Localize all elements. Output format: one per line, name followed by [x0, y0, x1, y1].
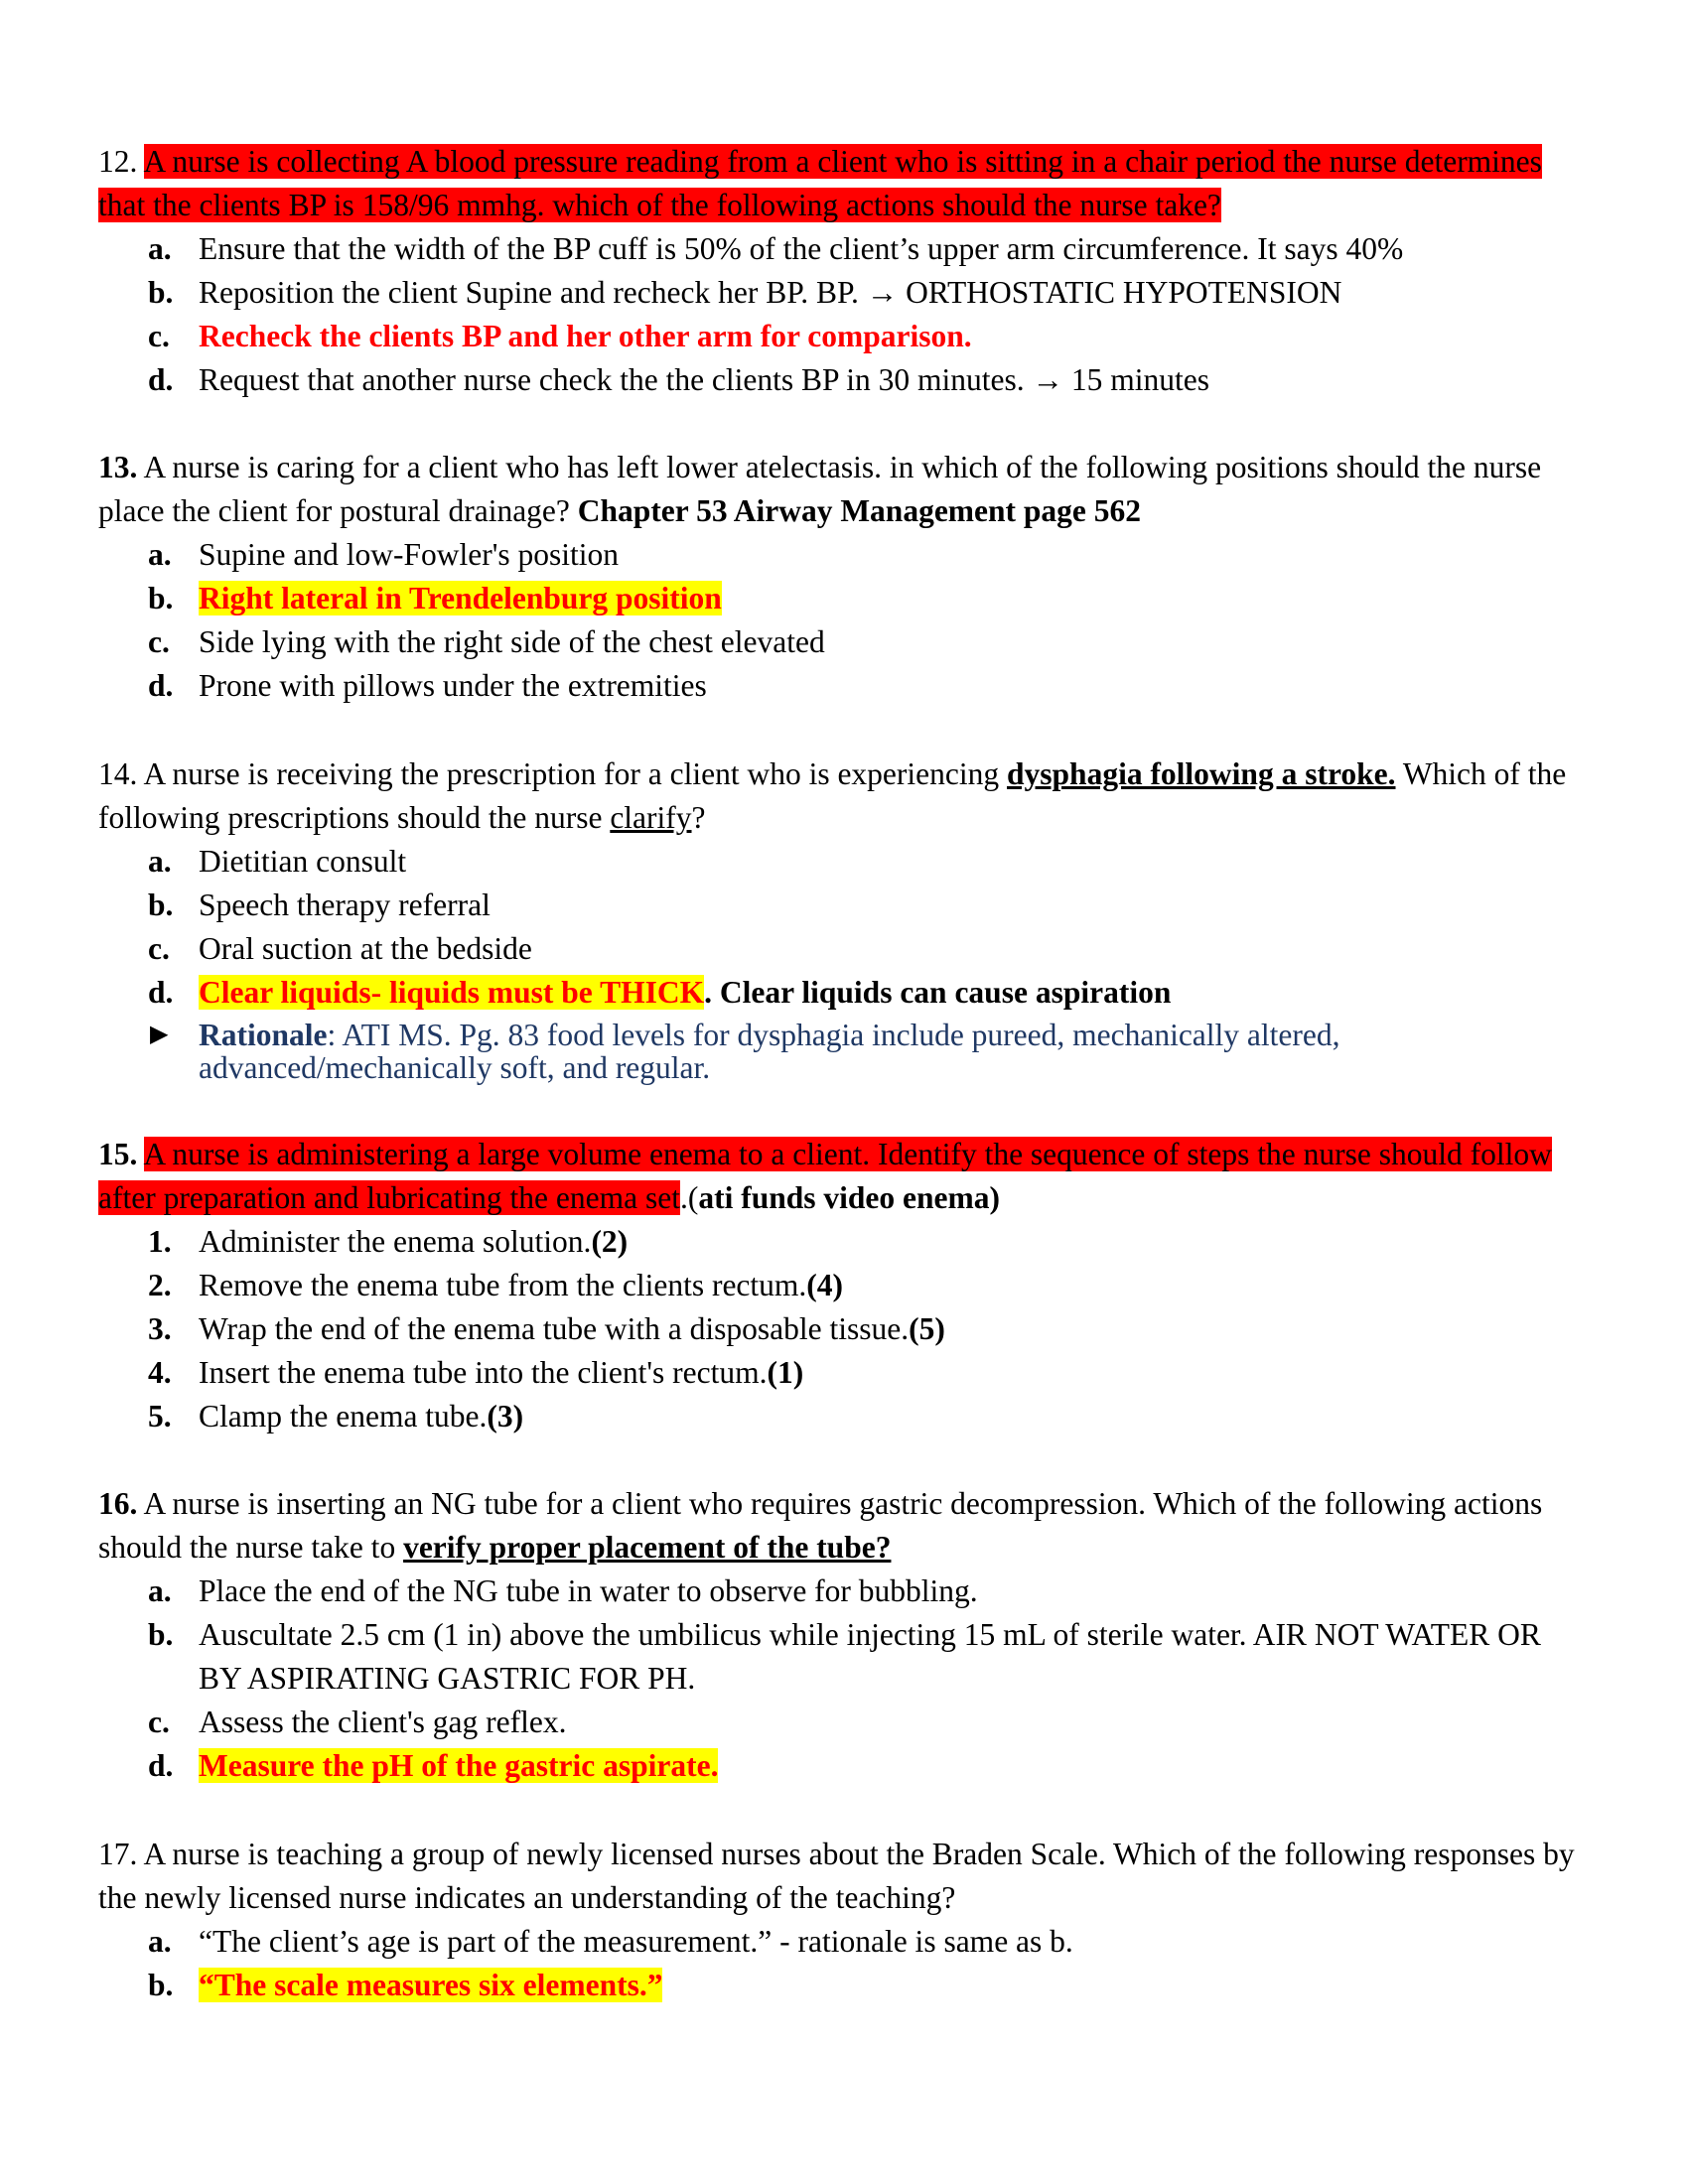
step-4	[98, 1351, 1588, 1395]
rationale	[98, 1015, 1588, 1084]
rationale-label: Rationale	[199, 1018, 328, 1052]
option-c	[98, 620, 1588, 664]
step-number: 3.	[148, 1311, 172, 1346]
option-letter: c.	[148, 319, 170, 353]
option-note: . Clear liquids can cause aspiration	[704, 975, 1172, 1010]
question-number: 16.	[98, 1486, 138, 1521]
question-15-stem-text: A nurse is administering a large volume enema to a client. Identify the sequence of steps the nurse should follow after preparation and lubricating the enema set	[98, 1137, 1552, 1215]
option-text: Recheck the clients BP and her other arm for comparison.	[199, 319, 972, 353]
question-15-steps	[98, 1220, 1588, 1438]
option-b	[98, 271, 1588, 315]
question-16-stem-text: A nurse is inserting an NG tube for a client who requires gastric decompression. Which of the following actions should the nurse take to	[98, 1486, 1543, 1565]
option-text: Oral suction at the bedside	[199, 931, 532, 966]
question-number: 13.	[98, 450, 138, 484]
option-text: Right lateral in Trendelenburg position	[199, 581, 722, 615]
option-text: Supine and low-Fowler's position	[199, 537, 620, 572]
question-13-reference: Chapter 53 Airway Management page 562	[577, 493, 1142, 528]
question-14	[98, 752, 1588, 1084]
option-letter: b.	[148, 887, 174, 922]
question-14-stem-mid: Which of the following prescriptions should the nurse	[98, 756, 1567, 835]
option-letter: a.	[148, 844, 172, 879]
question-16-options	[98, 1570, 1588, 1788]
step-order: (5)	[909, 1311, 945, 1346]
option-letter: d.	[148, 975, 174, 1010]
step-order: (1)	[767, 1355, 804, 1390]
question-15-source: ati funds video enema)	[698, 1180, 1000, 1215]
question-number: 15.	[98, 1137, 138, 1171]
option-a	[98, 227, 1588, 271]
question-13-options	[98, 533, 1588, 708]
option-letter: c.	[148, 1705, 170, 1739]
option-letter: b.	[148, 275, 174, 310]
step-number: 1.	[148, 1224, 172, 1259]
question-15-source-open: .(	[679, 1180, 699, 1215]
option-a	[98, 533, 1588, 577]
option-letter: b.	[148, 1617, 174, 1652]
question-13-stem	[98, 446, 1588, 533]
option-letter: d.	[148, 362, 174, 397]
option-text: Auscultate 2.5 cm (1 in) above the umbilicus while injecting 15 mL of sterile water. AIR NOT WATER OR BY ASPIRATING GASTRIC FOR PH.	[199, 1617, 1541, 1696]
step-number: 4.	[148, 1355, 172, 1390]
step-text: Administer the enema solution.	[199, 1224, 592, 1259]
option-d-answer	[98, 971, 1588, 1015]
question-15-stem	[98, 1133, 1588, 1220]
question-12-options	[98, 227, 1588, 402]
option-letter: b.	[148, 581, 174, 615]
option-b-answer	[98, 577, 1588, 620]
option-text: Prone with pillows under the extremities	[199, 668, 707, 703]
step-text: Remove the enema tube from the clients rectum.	[199, 1268, 807, 1302]
step-5	[98, 1395, 1588, 1438]
rationale-text: : ATI MS. Pg. 83 food levels for dysphagia include pureed, mechanically altered, advanced/mechanically soft, and regular.	[199, 1018, 1340, 1085]
question-16-stem	[98, 1482, 1588, 1570]
question-15	[98, 1133, 1588, 1438]
option-text: Side lying with the right side of the chest elevated	[199, 624, 825, 659]
option-b-answer	[98, 1964, 1588, 2007]
option-d	[98, 664, 1588, 708]
question-number: 12.	[98, 144, 138, 179]
option-letter: d.	[148, 668, 174, 703]
option-text: Dietitian consult	[199, 844, 407, 879]
question-14-stem	[98, 752, 1588, 840]
question-13	[98, 446, 1588, 708]
step-text: Wrap the end of the enema tube with a disposable tissue.	[199, 1311, 910, 1346]
question-12-stem-text: A nurse is collecting A blood pressure reading from a client who is sitting in a chair period the nurse determines that the clients BP is 158/96 mmhg. which of the following actions should the nurse take?	[98, 144, 1542, 222]
question-14-stem-end: ?	[691, 800, 706, 835]
option-letter: c.	[148, 624, 170, 659]
question-13-stem-text: A nurse is caring for a client who has left lower atelectasis. in which of the following positions should the nurse place the client for postural drainage?	[98, 450, 1542, 528]
question-12	[98, 140, 1588, 402]
step-order: (4)	[806, 1268, 844, 1302]
step-text: Insert the enema tube into the client's rectum.	[199, 1355, 768, 1390]
question-14-options	[98, 840, 1588, 1084]
option-c	[98, 1701, 1588, 1744]
step-1	[98, 1220, 1588, 1264]
option-b	[98, 884, 1588, 927]
question-17-stem: 17. A nurse is teaching a group of newly licensed nurses about the Braden Scale. Which of the following responses by the newly licensed nurse indicates an understanding of the teaching?	[98, 1837, 1575, 1915]
option-letter: a.	[148, 1924, 172, 1959]
option-text: Clear liquids- liquids must be THICK	[199, 975, 705, 1010]
question-16-emphasis: verify proper placement of the tube?	[403, 1530, 892, 1565]
step-order: (2)	[591, 1224, 629, 1259]
option-letter: b.	[148, 1968, 174, 2002]
step-number: 2.	[148, 1268, 172, 1302]
option-text: “The scale measures six elements.”	[199, 1968, 663, 2002]
bullet-arrow-icon: ▶	[150, 1022, 169, 1047]
option-d-answer	[98, 1744, 1588, 1788]
option-letter: c.	[148, 931, 170, 966]
option-text: Assess the client's gag reflex.	[199, 1705, 567, 1739]
question-17	[98, 1833, 1588, 2007]
option-text: Place the end of the NG tube in water to observe for bubbling.	[199, 1573, 978, 1608]
option-a	[98, 1920, 1588, 1964]
option-text: “The client’s age is part of the measurement.” - rationale is same as b.	[199, 1924, 1073, 1959]
step-3	[98, 1307, 1588, 1351]
option-d	[98, 358, 1588, 402]
option-letter: a.	[148, 537, 172, 572]
option-text: Request that another nurse check the the clients BP in 30 minutes. → 15 minutes	[199, 362, 1210, 397]
option-a	[98, 1570, 1588, 1613]
step-2	[98, 1264, 1588, 1307]
step-order: (3)	[487, 1399, 524, 1433]
question-14-clarify: clarify	[610, 800, 692, 835]
question-14-emphasis: dysphagia following a stroke.	[1007, 756, 1396, 791]
option-text: Ensure that the width of the BP cuff is 50% of the client’s upper arm circumference. It says 40%	[199, 231, 1404, 266]
step-number: 5.	[148, 1399, 172, 1433]
question-17-options	[98, 1920, 1588, 2007]
option-c	[98, 927, 1588, 971]
option-letter: a.	[148, 1573, 172, 1608]
option-text: Speech therapy referral	[199, 887, 491, 922]
option-text: Reposition the client Supine and recheck her BP. BP. → ORTHOSTATIC HYPOTENSION	[199, 275, 1342, 310]
option-text: Measure the pH of the gastric aspirate.	[199, 1748, 719, 1783]
step-text: Clamp the enema tube.	[199, 1399, 488, 1433]
question-12-stem	[98, 140, 1588, 227]
option-letter: a.	[148, 231, 172, 266]
option-c-answer	[98, 315, 1588, 358]
question-14-stem-start: 14. A nurse is receiving the prescription for a client who is experiencing	[98, 756, 1000, 791]
option-a	[98, 840, 1588, 884]
question-16	[98, 1482, 1588, 1788]
option-letter: d.	[148, 1748, 174, 1783]
option-b	[98, 1613, 1588, 1701]
